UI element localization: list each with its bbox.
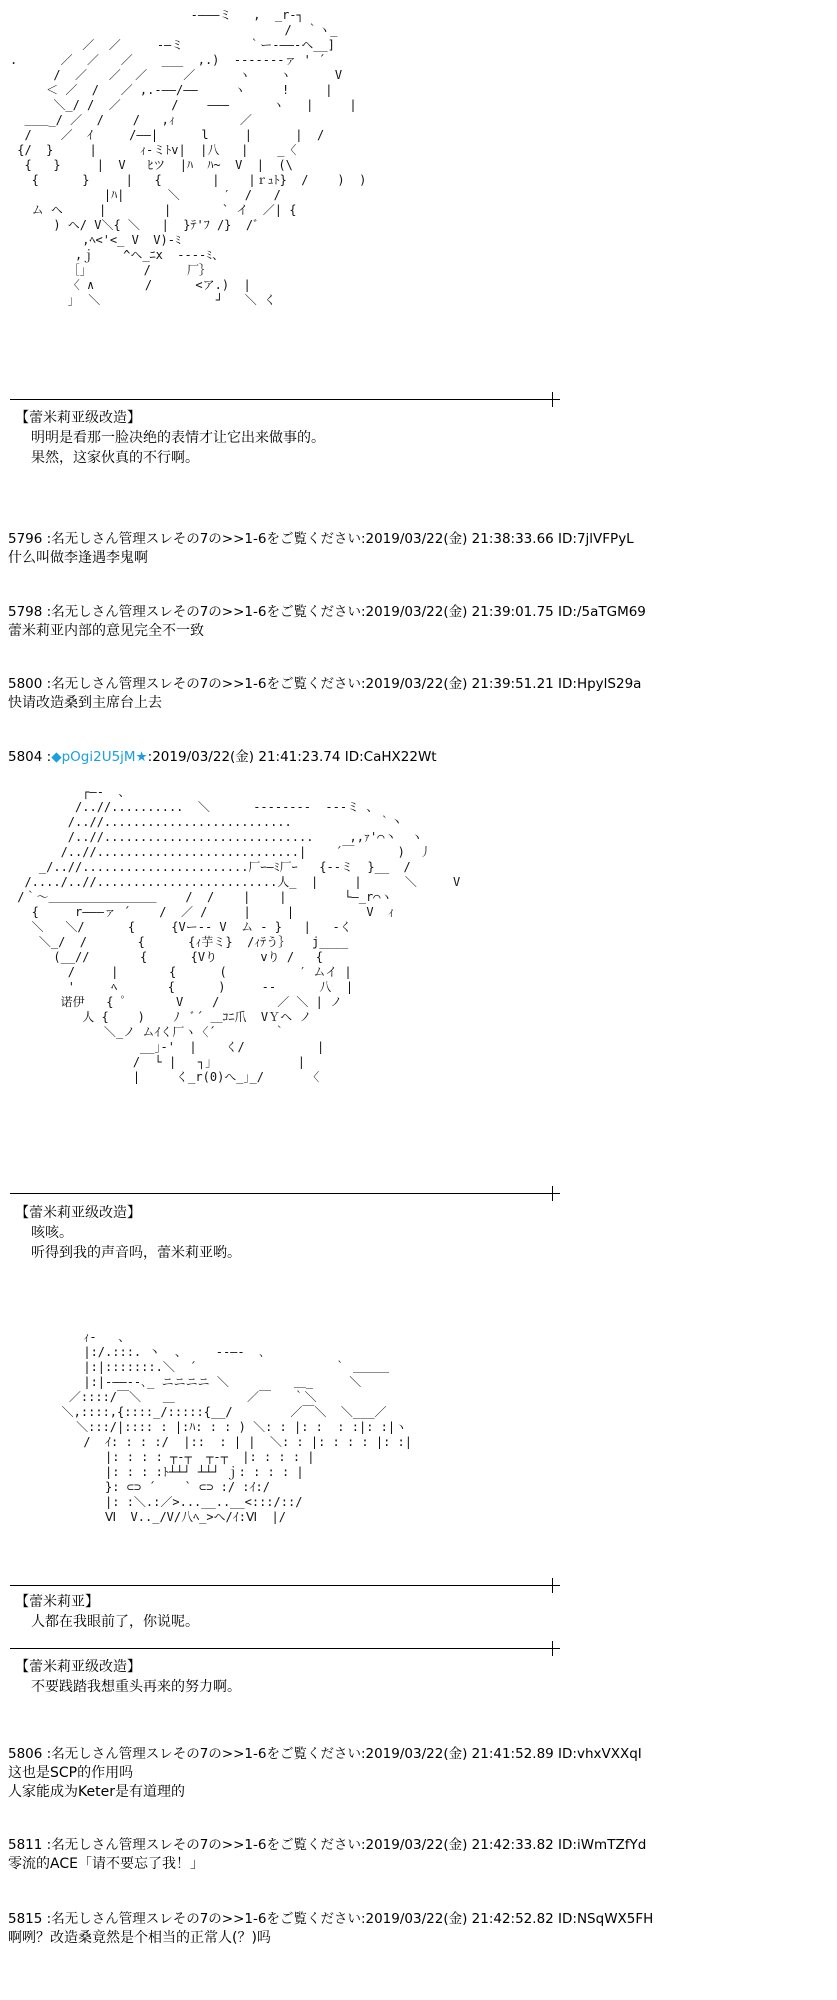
divider xyxy=(10,1641,560,1657)
post-body: 什么叫做李逢遇李鬼啊 xyxy=(8,550,148,566)
dialogue-block xyxy=(15,408,325,468)
post-5796 xyxy=(8,530,634,568)
post-body: 人家能成为Keter是有道理的 xyxy=(8,1784,185,1800)
post-header xyxy=(8,748,437,767)
post-5798 xyxy=(8,603,646,641)
ascii-art-remilia: ｨ‐ 、 |:/.:::. 丶 、 --―‐ ､ |:|:::::::.＼ ´ ｀ ＿＿＿ |:|‐――--､_ ニニニニ ＼ ＿_ ＼ ／::::/￣＼ ＿ ／￣ ｀＼ ＼,::::,{::::_/:::::{__/ ／￣＼ ＼___／ ＼:::/|:::: : |:ﾊ: : : ) ＼: : |: : : :|: :|ヽ / ｲ: : : :/ |:: : | | ＼: : |: : : : |: :| |: : : : ┬‐┬ ┬‐┬ |: : : : | |: : : :ﾄ┴┴┘ ┴┴┘ ｊ: : : : | }: ⊂⊃ ´ ` ⊂⊃ :/ :ｲ:/ |: :＼.:／>...__..__<:::/::/ Ⅵ V.._/V/八ﾍ_>ヘ/ｲ:Ⅵ |/ xyxy=(61,1330,413,1524)
dialogue-line: 人都在我眼前了，你说呢。 xyxy=(31,1614,199,1630)
divider xyxy=(10,392,560,408)
dialogue-line: 明明是看那一脸决绝的表情才让它出来做事的。 xyxy=(31,430,325,446)
post-5811 xyxy=(8,1836,646,1874)
post-5806 xyxy=(8,1745,642,1802)
post-meta: :2019/03/22(金) 21:41:23.74 ID:CaHX22Wt xyxy=(147,749,437,765)
post-header: 5815 :名无しさん管理スレその7の>>1-6をご覧ください:2019/03/22(金) 21:42:52.82 ID:NSqWX5FH xyxy=(8,1911,654,1927)
post-body: 快请改造桑到主席台上去 xyxy=(8,695,162,711)
post-body: 蕾米莉亚内部的意见完全不一致 xyxy=(8,623,204,639)
speaker-label: 【蕾米莉亚级改造】 xyxy=(15,410,141,426)
post-header: 5806 :名无しさん管理スレその7の>>1-6をご覧ください:2019/03/22(金) 21:41:52.89 ID:vhxVXXqI xyxy=(8,1746,642,1762)
dialogue-line: 果然，这家伙真的不行啊。 xyxy=(31,450,199,466)
post-5800 xyxy=(8,675,641,713)
post-5804 xyxy=(8,748,437,767)
dialogue-line: 听得到我的声音吗，蕾米莉亚哟。 xyxy=(31,1245,241,1261)
dialogue-block xyxy=(15,1657,241,1697)
post-5815 xyxy=(8,1910,653,1948)
divider xyxy=(10,1186,560,1202)
post-header: 5796 :名无しさん管理スレその7の>>1-6をご覧ください:2019/03/22(金) 21:38:33.66 ID:7jlVFPyL xyxy=(8,531,634,547)
post-number: 5804 : xyxy=(8,749,52,765)
dialogue-line: 咳咳。 xyxy=(31,1225,73,1241)
post-body: 啊咧？改造桑竟然是个相当的正常人(？)吗 xyxy=(8,1930,271,1946)
trip-name[interactable]: ◆pOgi2U5jM★ xyxy=(51,749,148,765)
speaker-label: 【蕾米莉亚级改造】 xyxy=(15,1205,141,1221)
post-header: 5798 :名无しさん管理スレその7の>>1-6をご覧ください:2019/03/22(金) 21:39:01.75 ID:/5aTGM69 xyxy=(8,604,646,620)
dialogue-block xyxy=(15,1203,241,1263)
ascii-art-remilia-kai: -―――ミ , _r‐┐ / ｀ヽ_ ／ ／ -―ミ ｀ー‐――‐ヘ__] . ／ ／ ／ ___ ,.) -------ァ ' ´ / ／ ／ ／ ／ ヽ ヽ V ＜ ／ / ／ ,.-――/―― ヽ ! | ＼_/ / ／ / ――― ヽ | | ＿＿_/ ／ / / ,ｨ ／ / ／ ｲ /――| l | | / {/ } | ｨ-ミﾄv| |八 | _〈 { } | V ﾋツ |ﾊ ﾊ~ V | (\ { } | { | |ｒｭﾄ} / ) ) |ﾊ| ＼ ′ / / ム ヘ | | ` イ ／| { ) ヘ/ V＼{ ＼ | }ﾃ'ﾌ /} /ﾞ ,ﾍ<'<_ V V)-ﾐ ,ｊ ^ヘ_ﾆx ----ﾐ、 ［｣ / 厂｝ 〈 ∧ / <ア.) | ｣ ＼ ┘ ＼ く xyxy=(10,8,367,307)
post-body: 这也是SCP的作用吗 xyxy=(8,1765,134,1781)
dialogue-line: 不要践踏我想重头再来的努力啊。 xyxy=(31,1679,241,1695)
post-header: 5800 :名无しさん管理スレその7の>>1-6をご覧ください:2019/03/22(金) 21:39:51.21 ID:HpylS29a xyxy=(8,676,642,692)
ascii-art-noi: ┌―‐ 、 /..//.......... ＼ -------- ---ミ 、 /..//.......................... ｀丶 /..//............................. ,,ｧ'⌒丶 ヽ /..//............................| ´￣ ) 丿 _/..//.......................厂ｰ―ﾐ厂ｰ {--ミ }__ / /..../..//.........................人_ | | ＼ V /｀～＿＿＿＿＿＿＿＿＿ / / | | └―_r⌒ヽ { r―――ァ ´ / ／ / | | V ｨ ＼ ＼/ { {Vー-- V ム - } | -く ＼_/ / { {ｨ芋ミ} /ｨﾃう｝ j____ (__// { {Vり vり / { / | { ( ′ ムイ | ' ﾍ { ) -- 八 | 诺伊 { ゜ V / ／ ＼ | ノ 人 { ) ﾉ ﾞ´ ＿ｺﾆ爪 VＹヘ ノ ＼_ノ ムｲく厂ヽ〈´ ｀ __｣‐' | く/ | / └ | ┐｣ | | く_r(0)へ_｣_/ 〈 xyxy=(17,785,461,1084)
post-header: 5811 :名无しさん管理スレその7の>>1-6をご覧ください:2019/03/22(金) 21:42:33.82 ID:iWmTZfYd xyxy=(8,1837,647,1853)
speaker-label: 【蕾米莉亚】 xyxy=(15,1594,99,1610)
dialogue-block xyxy=(15,1592,199,1632)
speaker-label: 【蕾米莉亚级改造】 xyxy=(15,1659,141,1675)
post-body: 零流的ACE「请不要忘了我！」 xyxy=(8,1856,204,1872)
